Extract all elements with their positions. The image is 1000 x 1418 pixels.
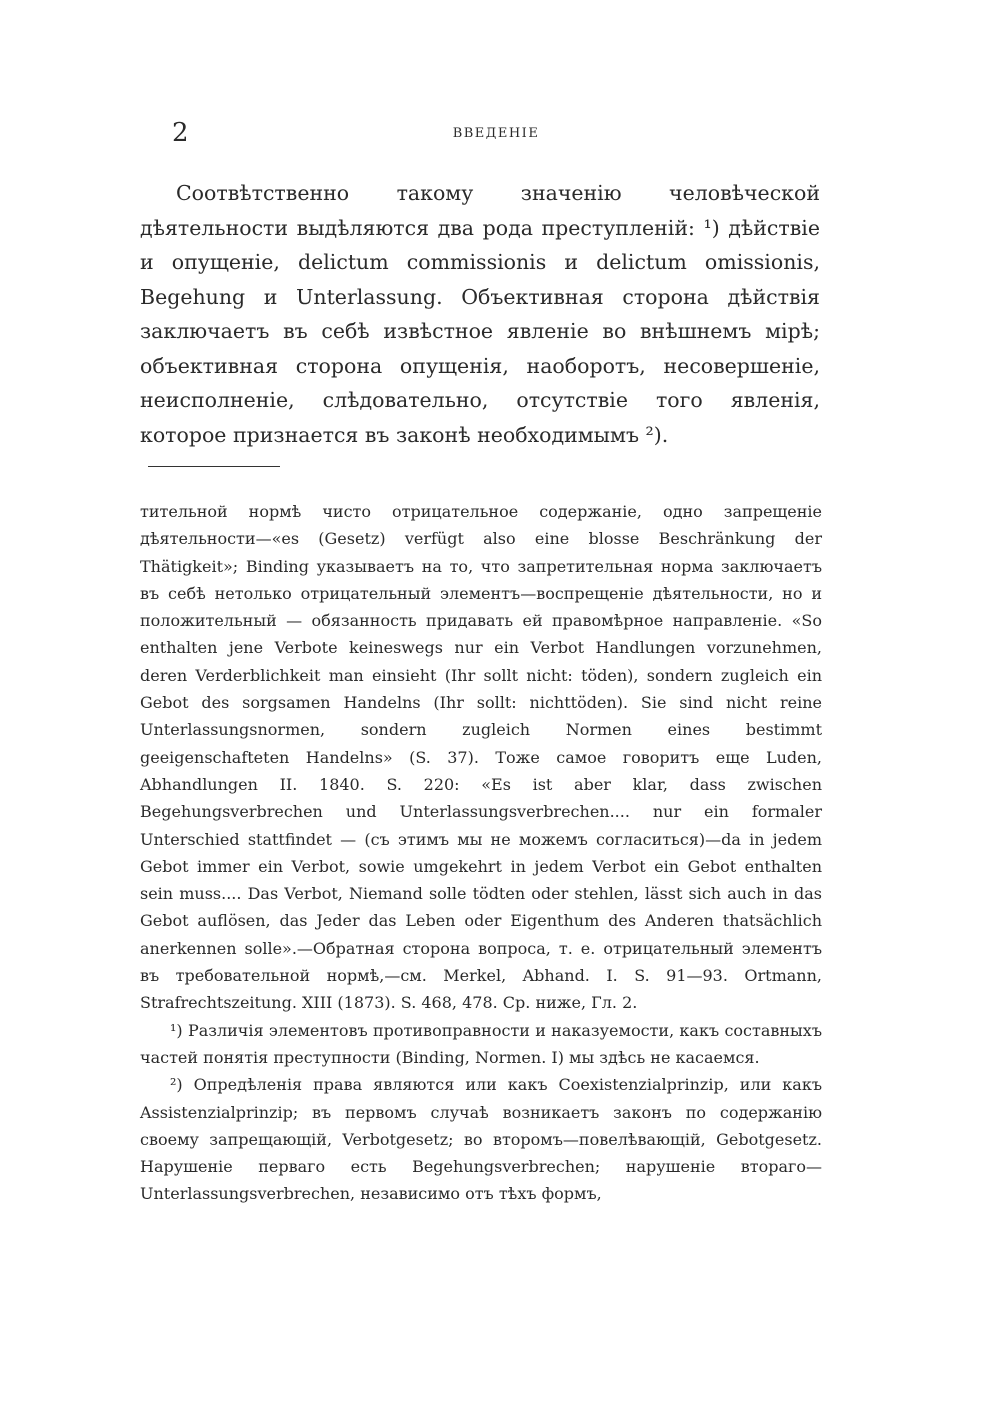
footnote-continuation: тительной нормѣ чисто отрицательное содержаніе, одно запрещеніе дѣятельности—«es (Gesetz) verfügt also eine blosse Beschränkung der Thätigkeit»; Binding указываетъ на то, что запретительная норма заключаетъ въ себѣ нетолько отрицательный элементъ—воспрещеніе дѣятельности, но и положительный — обязанность придавать ей правомѣрное направленіе. «So enthalten jene Verbote keineswegs nur ein Verbot Handlungen vorzunehmen, deren Verderblichkeit man einsieht (Ihr sollt nicht: töden), sondern zugleich ein Gebot des sorgsamen Handelns (Ihr sollt: nichttöden). Sie sind nicht reine Unterlassungsnormen, sondern zugleich Normen eines bestimmt geeigenschafteten Handelns» (S. 37). Тоже самое говоритъ еще Luden, Abhandlungen II. 1840. S. 220: «Es ist aber klar, dass zwischen Begehungsverbrechen und Unterlassungsverbrechen.... nur ein formaler Unterschied stattfindet — (съ этимъ мы не можемъ согласиться)—da in jedem Gebot immer ein Verbot, sowie umgekehrt in jedem Verbot ein Gebot enthalten sein muss.... Das Verbot, Niemand solle tödten oder stehlen, lässt sich auch in das Gebot auflösen, das Jeder das Leben oder Eigenthum des Anderen thatsächlich anerkennen solle».—Обратная сторона вопроса, т. е. отрицательный элементъ въ требовательной нормѣ,—см. Merkel, Abhand. I. S. 91—93. Ortmann, Strafrechtszeitung. XIII (1873). S. 468, 478. Ср. ниже, Гл. 2. (140, 502, 822, 1013)
footnotes-block (140, 498, 822, 1208)
footnote-2: ²) Опредѣленія права являются или какъ Coexistenzialprinzip, или какъ Assistenzialprinzip; въ первомъ случаѣ возникаетъ законъ по содержанію своему запрещающій, Verbotgesetz; во второмъ—повелѣвающій, Gebotgesetz. Нарушеніе перваго есть Begehungsverbrechen; нарушеніе втораго—Unterlassungsverbrechen, независимо отъ тѣхъ формъ, (140, 1075, 822, 1204)
footnote-separator (148, 466, 280, 467)
running-title: ВВЕДЕНIЕ (452, 126, 540, 141)
main-paragraph: Соотвѣтственно такому значенію человѣческой дѣятельности выдѣляются два рода преступленій: ¹) дѣйствіе и опущеніе, delictum commissionis и delictum omissionis, Begehung и Unterlassung. Объективная сторона дѣйствія заключаетъ въ себѣ извѣстное явленіе во внѣшнемъ мірѣ; объективная сторона опущенія, наоборотъ, несовершеніе, неисполненіе, слѣдовательно, отсутствіе того явленія, которое признается въ законѣ необходимымъ ²). (140, 181, 820, 447)
page-number: 2 (172, 118, 189, 148)
footnote-1: ¹) Различія элементовъ противоправности и наказуемости, какъ составныхъ частей понятія преступности (Binding, Normen. I) мы здѣсь не касаемся. (140, 1020, 822, 1067)
page-header (172, 118, 820, 148)
